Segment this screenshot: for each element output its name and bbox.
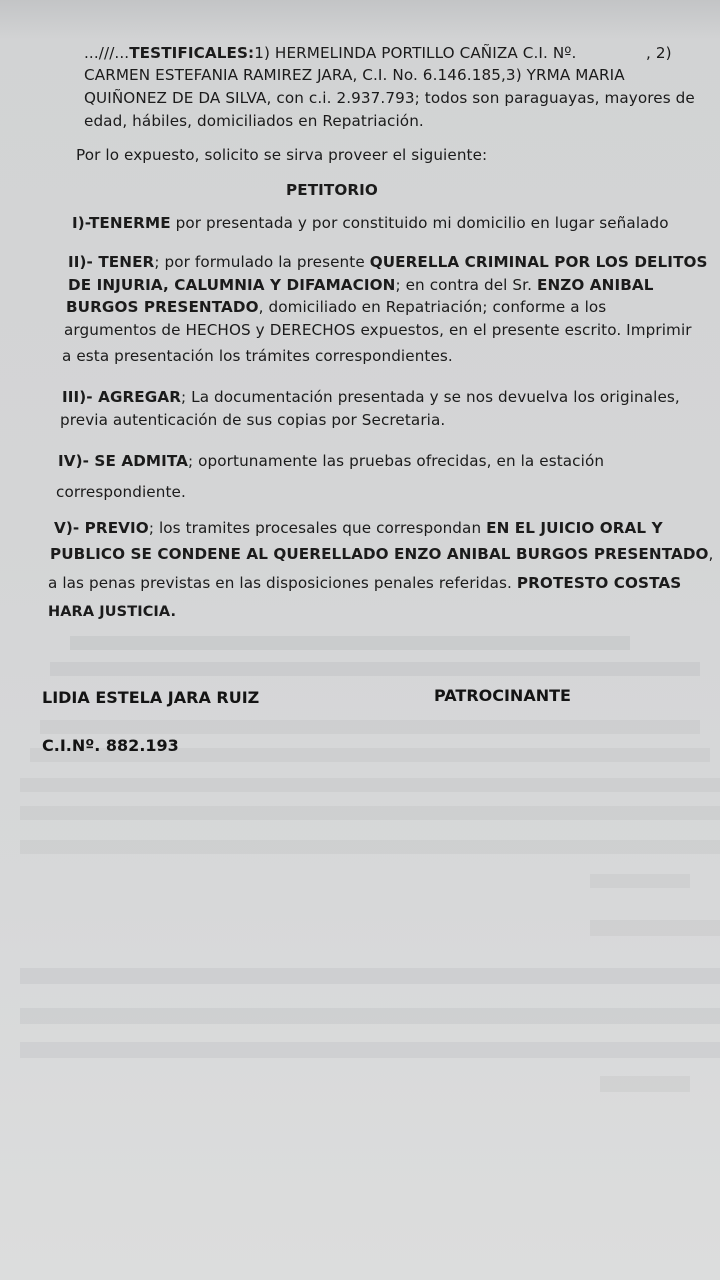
testificales-label: TESTIFICALES: — [129, 44, 255, 62]
petitorio-item-2-line-2 — [68, 276, 654, 294]
petitorio-item-4-line-2: correspondiente. — [56, 483, 186, 501]
item-2-heading: II)- TENER — [68, 253, 155, 271]
testificales-line-2: CARMEN ESTEFANIA RAMIREZ JARA, C.I. No. 6.146.185,3) YRMA MARIA — [84, 66, 625, 84]
petitorio-item-2-line-5: a esta presentación los trámites correspondientes. — [62, 347, 453, 365]
item-5-text-3: a las penas previstas en las disposiciones penales referidas. — [48, 574, 517, 592]
petitorio-item-5-line-3 — [48, 574, 681, 592]
intro-text: Por lo expuesto, solicito se sirva proveer el siguiente: — [76, 146, 488, 164]
item-5-text-1: ; los tramites procesales que correspondan — [148, 519, 487, 537]
petitorio-item-3-line-2: previa autenticación de sus copias por Secretaria. — [60, 411, 446, 429]
item-1-text: por presentada y por constituido mi domicilio en lugar señalado — [170, 214, 669, 232]
item-2-text-1: ; por formulado la presente — [154, 253, 370, 271]
testificales-line-1 — [84, 44, 576, 62]
item-5-comma: , — [708, 545, 714, 563]
petitorio-item-2-line-4: argumentos de HECHOS y DERECHOS expuestos, en el presente escrito. Imprimir — [64, 321, 692, 339]
item-4-heading: IV)- SE ADMITA — [58, 452, 188, 470]
testificales-line-1-end: , 2) — [646, 44, 672, 62]
signer-role: PATROCINANTE — [434, 686, 571, 705]
signer-name: LIDIA ESTELA JARA RUIZ — [42, 688, 260, 707]
item-1-heading: I)-TENERME — [72, 214, 171, 232]
testificales-line-3: QUIÑONEZ DE DA SILVA, con c.i. 2.937.793; todos son paraguayas, mayores de — [84, 89, 695, 107]
item-4-text-1: ; oportunamente las pruebas ofrecidas, en la estación — [188, 452, 605, 470]
petitorio-item-2-line-3 — [66, 298, 606, 316]
testificales-line-4: edad, hábiles, domiciliados en Repatriación. — [84, 112, 424, 130]
item-2-bold-4: BURGOS PRESENTADO — [66, 298, 259, 316]
item-5-heading: V)- PREVIO — [54, 519, 149, 537]
signer-ci: C.I.Nº. 882.193 — [42, 736, 179, 755]
item-2-bold-2: DE INJURIA, CALUMNIA Y DIFAMACION — [68, 276, 396, 294]
petitorio-item-2-line-1 — [68, 253, 708, 271]
item-5-bold-1: EN EL JUICIO ORAL Y — [486, 519, 663, 537]
item-2-bold-3: ENZO ANIBAL — [536, 276, 654, 294]
ellipsis-marker: ...///... — [84, 44, 130, 62]
item-3-text-1: ; La documentación presentada y se nos devuelva los originales, — [181, 388, 680, 406]
item-5-bold-3: PROTESTO COSTAS — [516, 574, 682, 592]
petitorio-item-5-line-2 — [50, 545, 713, 563]
item-2-text-2: ; en contra del Sr. — [395, 276, 537, 294]
petitorio-item-4-line-1 — [58, 452, 604, 470]
item-5-closing: HARA JUSTICIA. — [48, 604, 177, 620]
petitorio-item-5-line-4 — [48, 604, 176, 620]
item-2-bold-1: QUERELLA CRIMINAL POR LOS DELITOS — [369, 253, 708, 271]
item-3-heading: III)- AGREGAR — [62, 388, 181, 406]
petitorio-item-1 — [72, 214, 669, 232]
petitorio-item-3-line-1 — [62, 388, 680, 406]
petitorio-title: PETITORIO — [286, 181, 378, 199]
item-2-text-3: , domiciliado en Repatriación; conforme a los — [258, 298, 607, 316]
item-5-bold-2: PUBLICO SE CONDENE AL QUERELLADO ENZO ANIBAL BURGOS PRESENTADO — [50, 545, 709, 563]
testificales-text-1: 1) HERMELINDA PORTILLO CAÑIZA C.I. Nº. — [254, 44, 577, 62]
petitorio-item-5-line-1 — [54, 519, 663, 537]
